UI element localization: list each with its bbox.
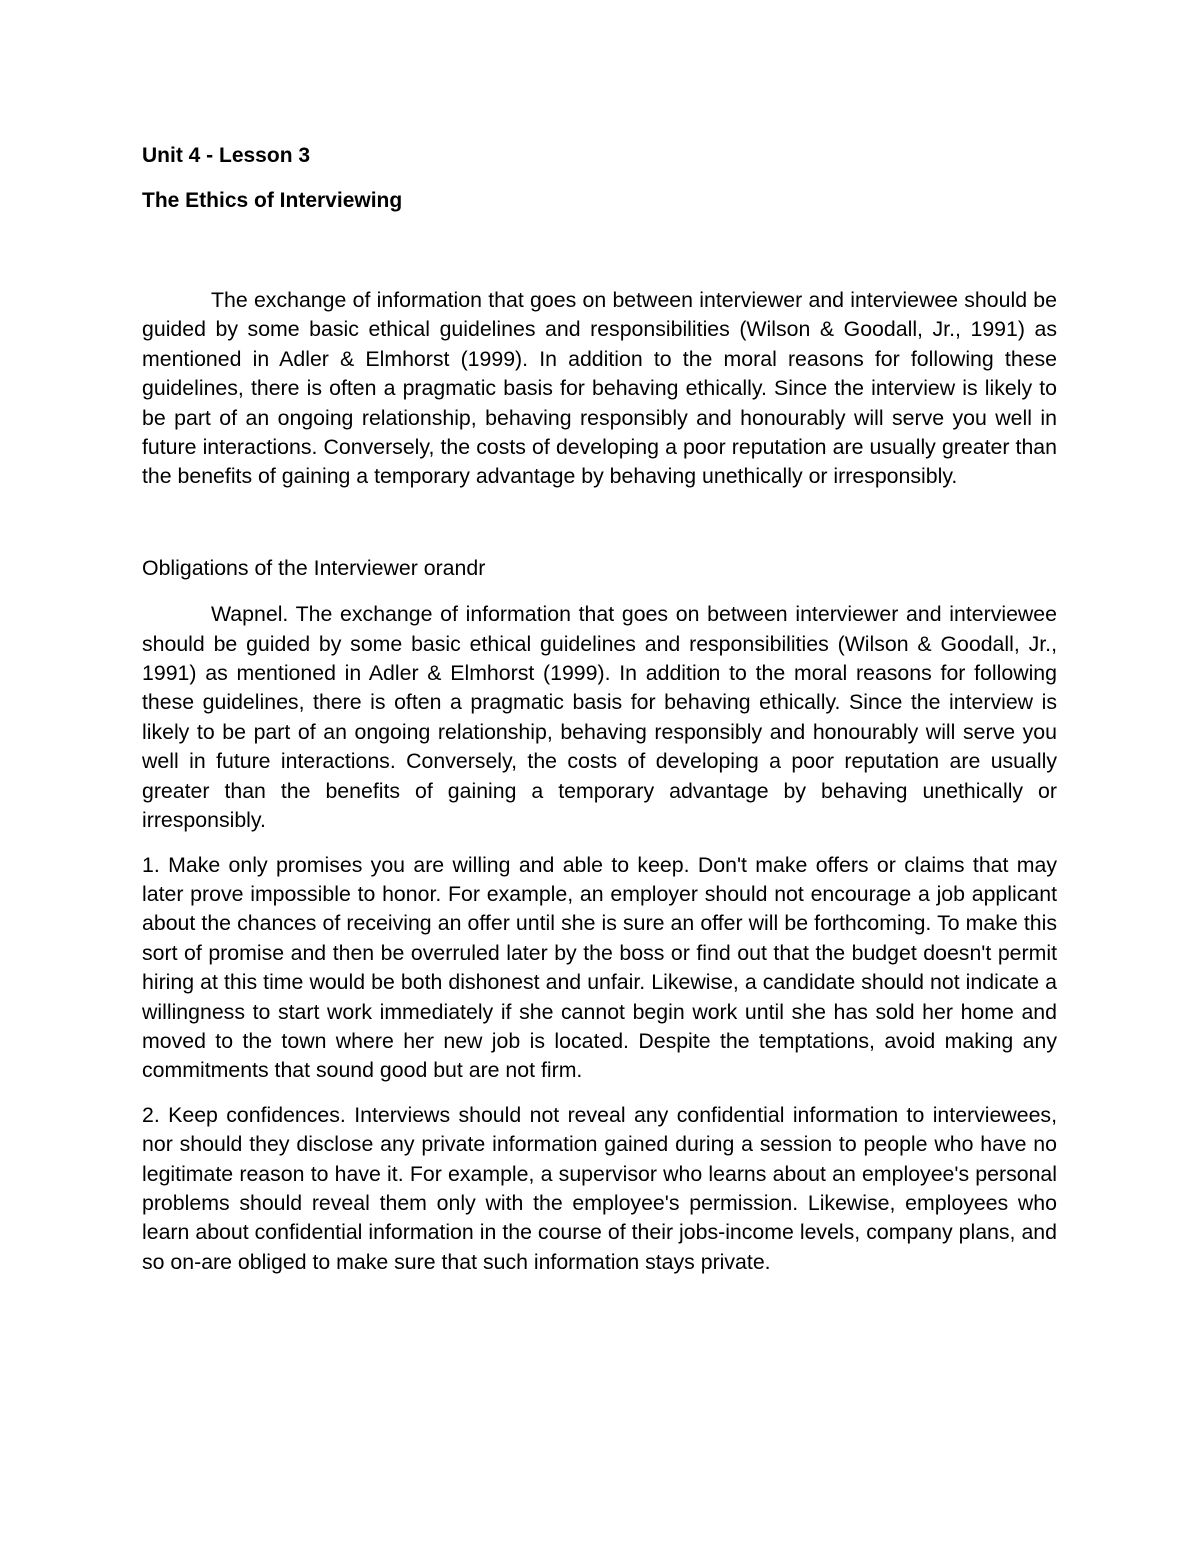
document-page <box>142 138 1057 1277</box>
page-title: The Ethics of Interviewing <box>142 189 403 212</box>
unit-heading: Unit 4 - Lesson 3 <box>142 144 311 167</box>
obligations-paragraph: Wapnel. The exchange of information that goes on between interviewer and interviewee should be guided by some basic ethical guidelines and responsibilities (Wilson & Goodall, Jr., 1991) as mentioned in Adler & Elmhorst (1999). In addition to the moral reasons for following these guidelines, there is often a pragmatic basis for behaving ethically. Since the interview is likely to be part of an ongoing relationship, behaving responsibly and honourably will serve you well in future interactions. Conversely, the costs of developing a poor reputation are usually greater than the benefits of gaining a temporary advantage by behaving unethically or irresponsibly. <box>142 602 1057 833</box>
section-heading: Obligations of the Interviewer orandr <box>142 555 486 580</box>
list-item-1: 1. Make only promises you are willing and able to keep. Don't make offers or claims that may later prove impossible to honor. For example, an employer should not encourage a job applicant about the chances of receiving an offer until she is sure an offer will be forthcoming. To make this sort of promise and then be overruled later by the boss or find out that the budget doesn't permit hiring at this time would be both dishonest and unfair. Likewise, a candidate should not indicate a willingness to start work immediately if she cannot begin work until she has sold her home and moved to the town where her new job is located. Despite the temptations, avoid making any commitments that sound good but are not firm. <box>142 852 1057 1083</box>
intro-paragraph: The exchange of information that goes on between interviewer and interviewee should be guided by some basic ethical guidelines and responsibilities (Wilson & Goodall, Jr., 1991) as mentioned in Adler & Elmhorst (1999). In addition to the moral reasons for following these guidelines, there is often a pragmatic basis for behaving ethically. Since the interview is likely to be part of an ongoing relationship, behaving responsibly and honourably will serve you well in future interactions. Conversely, the costs of developing a poor reputation are usually greater than the benefits of gaining a temporary advantage by behaving unethically or irresponsibly. <box>142 288 1057 489</box>
list-item-2: 2. Keep confidences. Interviews should not reveal any confidential information to interviewees, nor should they disclose any private information gained during a session to people who have no legitimate reason to have it. For example, a supervisor who learns about an employee's personal problems should reveal them only with the employee's permission. Likewise, employees who learn about confidential information in the course of their jobs-income levels, company plans, and so on-are obliged to make sure that such information stays private. <box>142 1102 1057 1274</box>
